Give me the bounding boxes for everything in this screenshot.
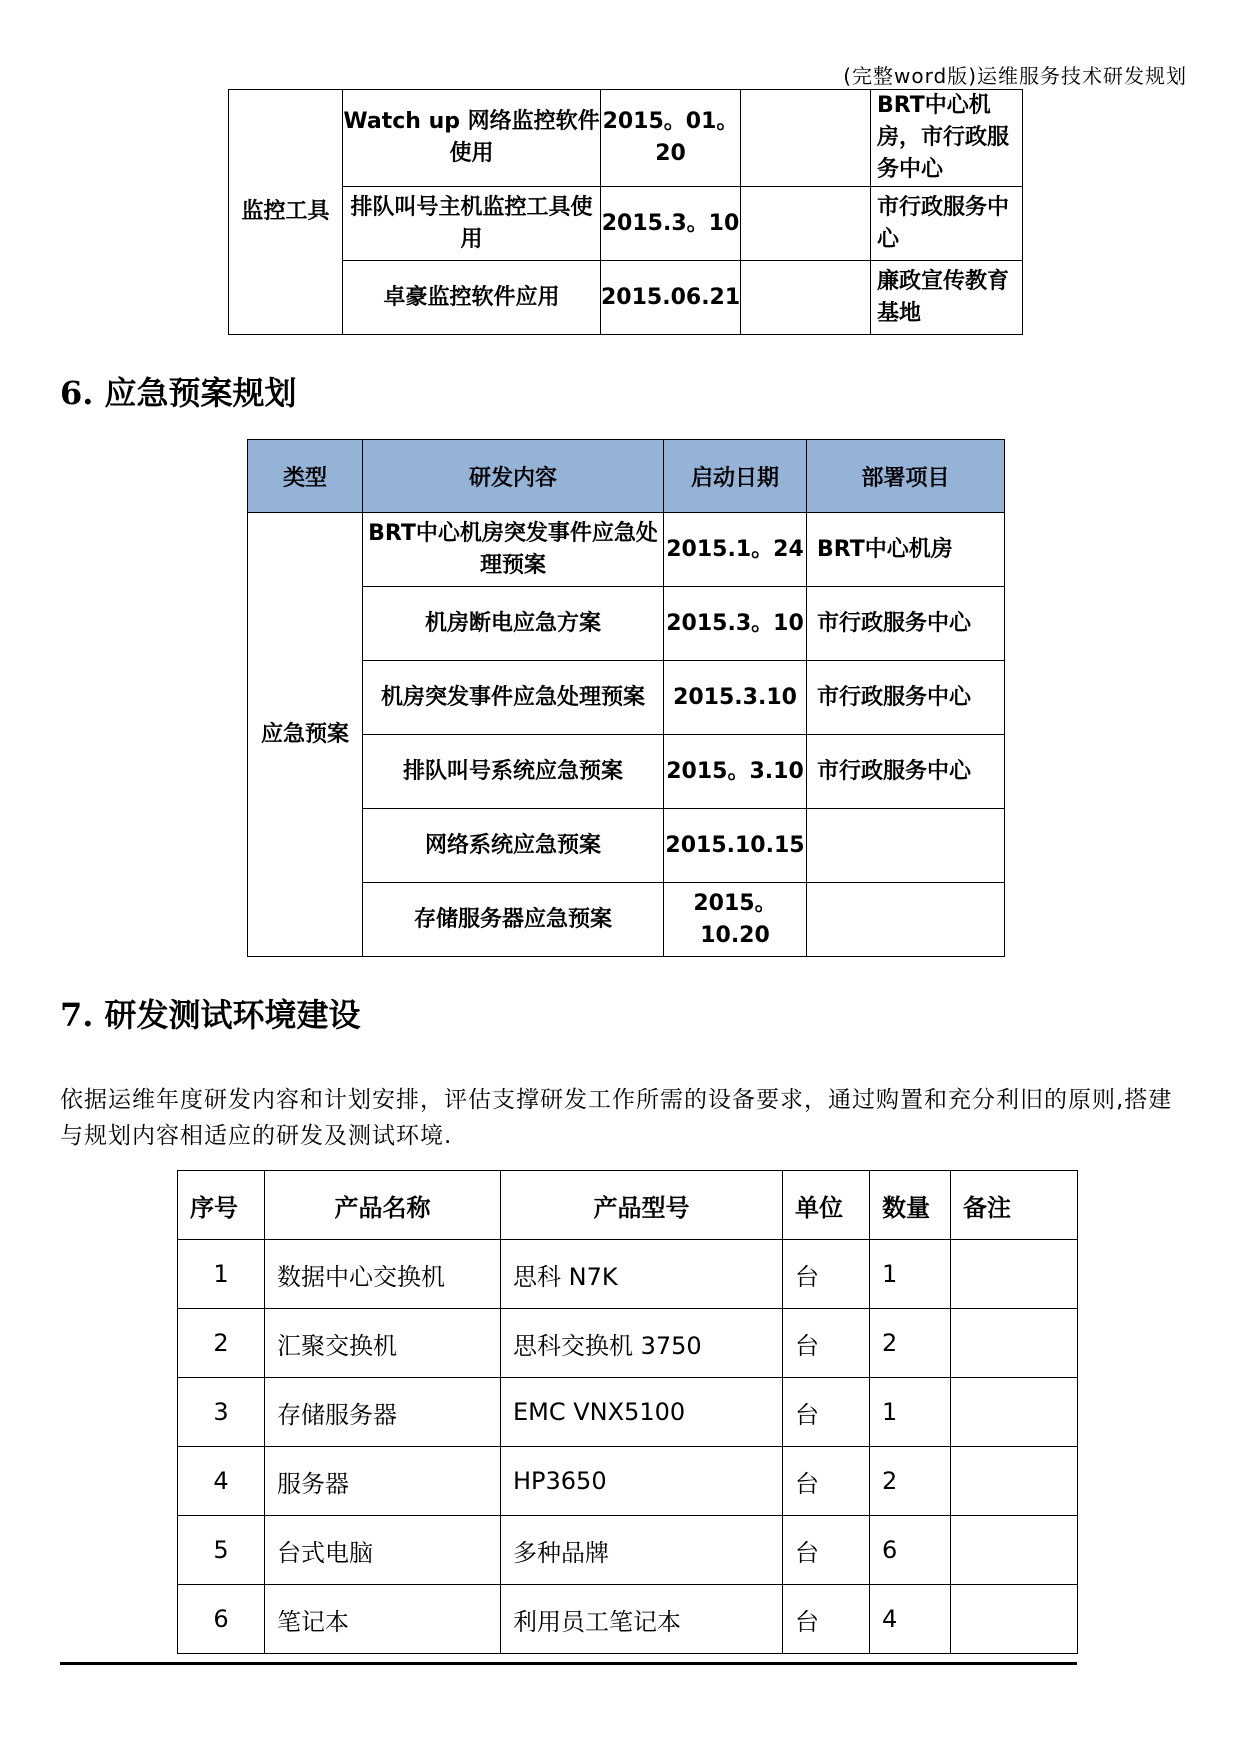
date-cell: 2015。01。20: [601, 90, 741, 187]
table-row: [178, 1309, 1078, 1378]
footer-divider: [60, 1662, 1077, 1665]
name-cell: 笔记本: [265, 1585, 501, 1654]
qty-cell: 4: [870, 1585, 951, 1654]
deploy-cell: 市行政服务中心: [807, 735, 1005, 809]
table-row: [178, 1516, 1078, 1585]
header-no: 序号: [178, 1171, 265, 1240]
date-cell: 2015.3。10: [664, 587, 807, 661]
no-cell: 5: [178, 1516, 265, 1585]
table-row: [178, 1585, 1078, 1654]
table-row: [229, 261, 1023, 335]
table-row: [178, 1447, 1078, 1516]
date-cell: 2015.06.21: [601, 261, 741, 335]
monitor-tools-table: [228, 89, 1023, 335]
unit-cell: 台: [783, 1309, 870, 1378]
deploy-cell: 市行政服务中心: [807, 587, 1005, 661]
table-row: [248, 513, 1005, 587]
header-deploy: 部署项目: [807, 440, 1005, 513]
model-cell: EMC VNX5100: [501, 1378, 783, 1447]
qty-cell: 1: [870, 1378, 951, 1447]
location-cell: 市行政服务中心: [871, 187, 1023, 261]
no-cell: 6: [178, 1585, 265, 1654]
content-cell: 排队叫号系统应急预案: [363, 735, 664, 809]
no-cell: 1: [178, 1240, 265, 1309]
name-cell: 汇聚交换机: [265, 1309, 501, 1378]
model-cell: HP3650: [501, 1447, 783, 1516]
header-type: 类型: [248, 440, 363, 513]
name-cell: 台式电脑: [265, 1516, 501, 1585]
note-cell: [741, 261, 871, 335]
qty-cell: 2: [870, 1447, 951, 1516]
remark-cell: [951, 1447, 1078, 1516]
no-cell: 3: [178, 1378, 265, 1447]
content-cell: 网络系统应急预案: [363, 809, 664, 883]
model-cell: 思科 N7K: [501, 1240, 783, 1309]
content-cell: 存储服务器应急预案: [363, 883, 664, 957]
section-6-title: 6. 应急预案规划: [60, 374, 297, 412]
page-header: (完整word版)运维服务技术研发规划: [843, 64, 1187, 88]
qty-cell: 1: [870, 1240, 951, 1309]
table-row: [229, 90, 1023, 187]
unit-cell: 台: [783, 1447, 870, 1516]
content-cell: 机房突发事件应急处理预案: [363, 661, 664, 735]
unit-cell: 台: [783, 1240, 870, 1309]
remark-cell: [951, 1516, 1078, 1585]
date-cell: 2015.1。24: [664, 513, 807, 587]
category-cell: 应急预案: [248, 513, 363, 957]
deploy-cell: BRT中心机房: [807, 513, 1005, 587]
unit-cell: 台: [783, 1516, 870, 1585]
section-7-paragraph: 依据运维年度研发内容和计划安排，评估支撑研发工作所需的设备要求，通过购置和充分利旧的原则,搭建与规划内容相适应的研发及测试环境.: [60, 1087, 1173, 1149]
qty-cell: 6: [870, 1516, 951, 1585]
content-cell: 卓豪监控软件应用: [343, 261, 601, 335]
date-cell: 2015.3.10: [664, 661, 807, 735]
model-cell: 多种品牌: [501, 1516, 783, 1585]
table-header-row: [178, 1171, 1078, 1240]
remark-cell: [951, 1309, 1078, 1378]
note-cell: [741, 187, 871, 261]
date-cell: 2015.3。10: [601, 187, 741, 261]
header-remark: 备注: [951, 1171, 1078, 1240]
section-7-title: 7. 研发测试环境建设: [60, 996, 361, 1034]
name-cell: 数据中心交换机: [265, 1240, 501, 1309]
header-date: 启动日期: [664, 440, 807, 513]
name-cell: 存储服务器: [265, 1378, 501, 1447]
table-header-row: [248, 440, 1005, 513]
unit-cell: 台: [783, 1585, 870, 1654]
no-cell: 2: [178, 1309, 265, 1378]
qty-cell: 2: [870, 1309, 951, 1378]
remark-cell: [951, 1585, 1078, 1654]
header-unit: 单位: [783, 1171, 870, 1240]
header-model: 产品型号: [501, 1171, 783, 1240]
table-row: [229, 187, 1023, 261]
name-cell: 服务器: [265, 1447, 501, 1516]
category-cell: 监控工具: [229, 90, 343, 335]
no-cell: 4: [178, 1447, 265, 1516]
deploy-cell: [807, 883, 1005, 957]
model-cell: 思科交换机 3750: [501, 1309, 783, 1378]
location-cell: 廉政宣传教育基地: [871, 261, 1023, 335]
date-cell: 2015.10.15: [664, 809, 807, 883]
remark-cell: [951, 1378, 1078, 1447]
emergency-plan-table: [247, 439, 1005, 957]
unit-cell: 台: [783, 1378, 870, 1447]
content-cell: 排队叫号主机监控工具使用: [343, 187, 601, 261]
content-cell: 机房断电应急方案: [363, 587, 664, 661]
date-cell: 2015。3.10: [664, 735, 807, 809]
location-cell: BRT中心机房，市行政服务中心: [871, 90, 1023, 187]
content-cell: Watch up 网络监控软件使用: [343, 90, 601, 187]
header-qty: 数量: [870, 1171, 951, 1240]
header-name: 产品名称: [265, 1171, 501, 1240]
header-content: 研发内容: [363, 440, 664, 513]
model-cell: 利用员工笔记本: [501, 1585, 783, 1654]
date-cell: 2015。10.20: [664, 883, 807, 957]
deploy-cell: 市行政服务中心: [807, 661, 1005, 735]
table-row: [178, 1378, 1078, 1447]
equipment-table: [177, 1170, 1078, 1654]
content-cell: BRT中心机房突发事件应急处理预案: [363, 513, 664, 587]
remark-cell: [951, 1240, 1078, 1309]
deploy-cell: [807, 809, 1005, 883]
note-cell: [741, 90, 871, 187]
table-row: [178, 1240, 1078, 1309]
